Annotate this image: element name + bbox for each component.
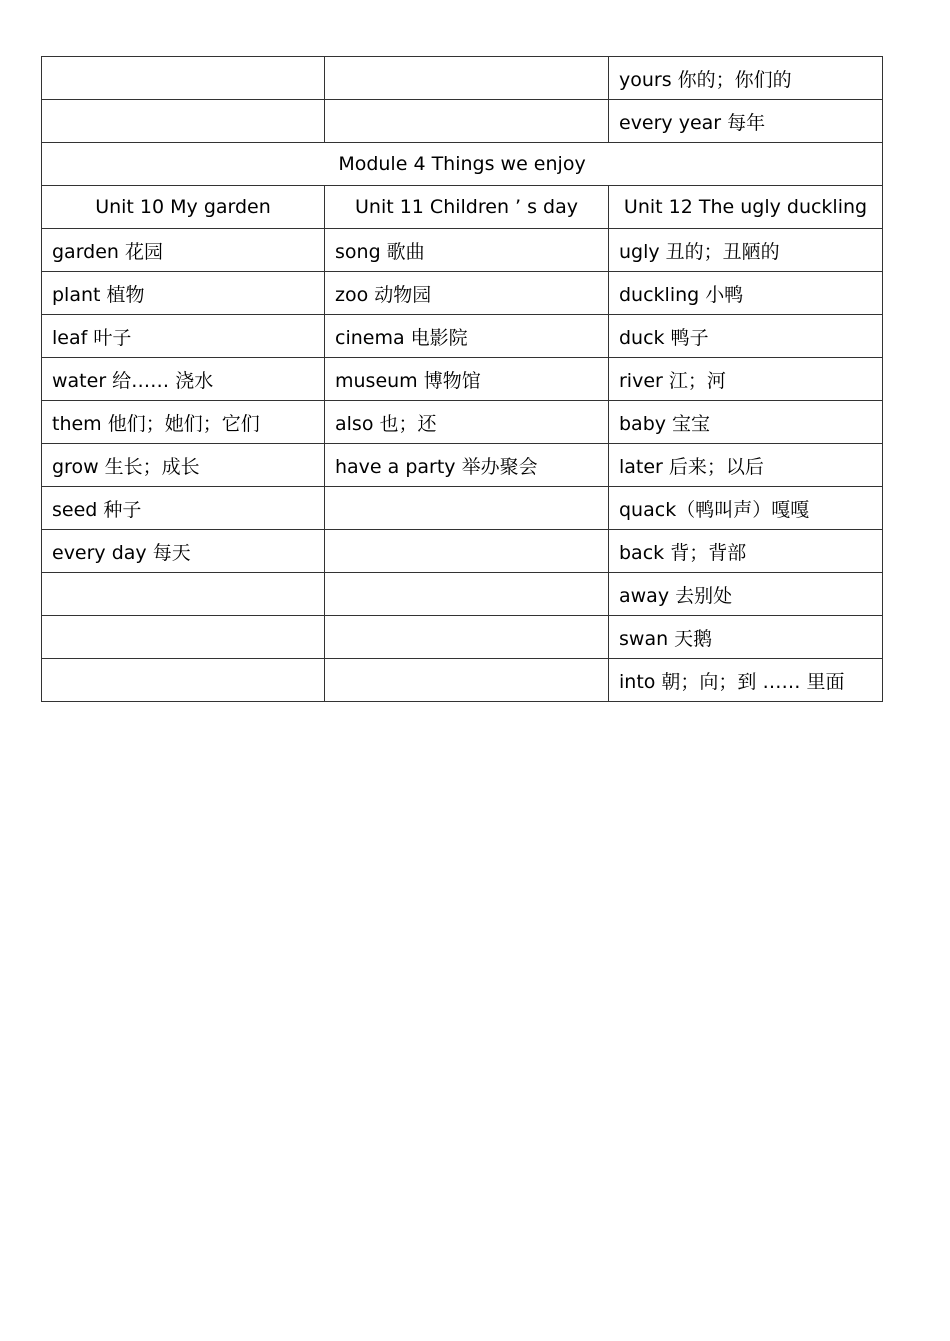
word-cell: song 歌曲 bbox=[325, 229, 609, 272]
unit-header-12: Unit 12 The ugly duckling bbox=[609, 186, 883, 229]
word-cell: them 他们；她们；它们 bbox=[42, 401, 325, 444]
word-cell: every day 每天 bbox=[42, 530, 325, 573]
table-cell: every year 每年 bbox=[609, 100, 883, 143]
table-cell bbox=[42, 100, 325, 143]
word-cell bbox=[325, 573, 609, 616]
word-cell: museum 博物馆 bbox=[325, 358, 609, 401]
word-cell bbox=[42, 573, 325, 616]
word-cell bbox=[325, 530, 609, 573]
word-cell: cinema 电影院 bbox=[325, 315, 609, 358]
vocabulary-table bbox=[41, 56, 883, 702]
word-cell: have a party 举办聚会 bbox=[325, 444, 609, 487]
word-cell bbox=[325, 616, 609, 659]
word-cell: duckling 小鸭 bbox=[609, 272, 883, 315]
table-row bbox=[42, 100, 883, 143]
word-cell: seed 种子 bbox=[42, 487, 325, 530]
table-row bbox=[42, 229, 883, 272]
table-cell: yours 你的；你们的 bbox=[609, 57, 883, 100]
table-row bbox=[42, 358, 883, 401]
table-row bbox=[42, 444, 883, 487]
word-cell: water 给…… 浇水 bbox=[42, 358, 325, 401]
word-cell: baby 宝宝 bbox=[609, 401, 883, 444]
module-title-row bbox=[42, 143, 883, 186]
word-cell: later 后来；以后 bbox=[609, 444, 883, 487]
word-cell: back 背；背部 bbox=[609, 530, 883, 573]
word-cell bbox=[325, 487, 609, 530]
word-cell: duck 鸭子 bbox=[609, 315, 883, 358]
table-row bbox=[42, 659, 883, 702]
word-cell: into 朝；向；到 …… 里面 bbox=[609, 659, 883, 702]
table-row bbox=[42, 57, 883, 100]
table-row bbox=[42, 530, 883, 573]
word-cell bbox=[42, 659, 325, 702]
unit-header-10: Unit 10 My garden bbox=[42, 186, 325, 229]
table-row bbox=[42, 616, 883, 659]
module-title: Module 4 Things we enjoy bbox=[42, 143, 883, 186]
word-cell: away 去别处 bbox=[609, 573, 883, 616]
table-row bbox=[42, 573, 883, 616]
unit-header-11: Unit 11 Children ’ s day bbox=[325, 186, 609, 229]
table-row bbox=[42, 401, 883, 444]
word-cell: leaf 叶子 bbox=[42, 315, 325, 358]
unit-header-row bbox=[42, 186, 883, 229]
word-cell: quack（鸭叫声）嘎嘎 bbox=[609, 487, 883, 530]
table-row bbox=[42, 272, 883, 315]
word-cell bbox=[325, 659, 609, 702]
word-cell: also 也；还 bbox=[325, 401, 609, 444]
table-cell bbox=[325, 100, 609, 143]
table-row bbox=[42, 487, 883, 530]
word-cell bbox=[42, 616, 325, 659]
table-cell bbox=[325, 57, 609, 100]
word-cell: swan 天鹅 bbox=[609, 616, 883, 659]
word-cell: zoo 动物园 bbox=[325, 272, 609, 315]
word-cell: grow 生长；成长 bbox=[42, 444, 325, 487]
word-cell: river 江；河 bbox=[609, 358, 883, 401]
word-cell: plant 植物 bbox=[42, 272, 325, 315]
word-cell: ugly 丑的；丑陋的 bbox=[609, 229, 883, 272]
word-cell: garden 花园 bbox=[42, 229, 325, 272]
table-cell bbox=[42, 57, 325, 100]
table-row bbox=[42, 315, 883, 358]
